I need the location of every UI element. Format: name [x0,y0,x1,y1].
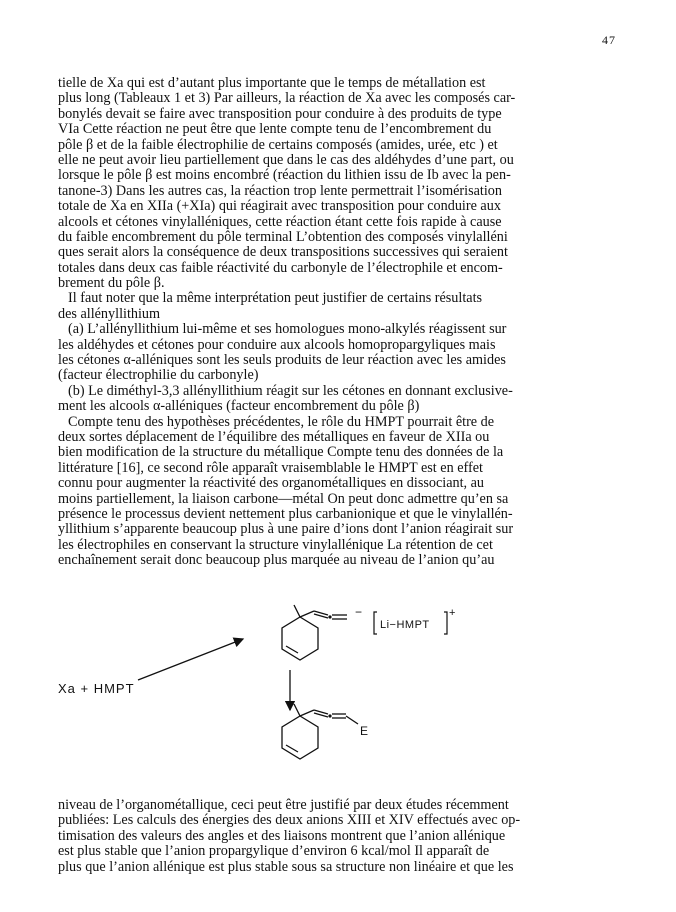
text-line: bonylés devait se faire avec transposition pour conduire à des produits de type [58,105,502,122]
text-line: Il faut noter que la même interprétation peut justifier de certains résultats [68,290,483,307]
counter-ion-label: Li−HMPT [380,619,430,631]
text-line: (b) Le diméthyl-3,3 allényllithium réagit sur les cétones en donnant exclusive- [68,382,513,399]
text-line: (facteur électrophilie du carbonyle) [58,367,259,384]
text-line: les électrophiles en conservant la structure vinylallénique La rétention de cet [58,536,493,553]
text-line: présence le processus devient nettement plus carbanionique et que le vinylallén- [58,505,513,522]
text-line: elle ne peut avoir lieu partiellement que dans le cas des aldéhydes d’une part, ou [58,151,514,168]
text-line: totale de Xa en XIIa (+XIa) qui réagirait avec transposition pour conduire aux [58,198,501,215]
text-line: moins partiellement, la liaison carbone—métal On peut donc admettre qu’en sa [58,490,509,507]
body-text-bottom [58,798,626,875]
text-line: VIa Cette réaction ne peut être que lente compte tenu de l’encombrement du [58,121,492,138]
product-structure [282,704,368,759]
text-line: plus long (Tableaux 1 et 3) Par ailleurs, la réaction de Xa avec les composés car- [58,90,516,107]
text-line: connu pour augmenter la réactivité des organométalliques en dissociant, au [58,475,485,492]
text-line: plus que l’anion allénique est plus stable sous sa structure non linéaire et que les [58,858,514,875]
reaction-scheme-svg [0,600,676,780]
text-line: lorsque le pôle β est moins encombré (réaction du lithien issu de Ib avec la pen- [58,167,511,184]
text-line: yllithium s’apparente beaucoup plus à une paire d’ions dont l’anion réagirait sur [58,521,514,538]
text-line: les cétones α-alléniques sont les seuls produits de leur réaction avec les amides [58,352,506,369]
anion-structure [282,605,362,660]
text-line: alcools et cétones vinylalléniques, cette réaction étant cette fois rapide à cause [58,213,502,230]
text-line: totales dans deux cas faible réactivité du carbonyle de l’électrophile et encom- [58,259,503,276]
text-line: bien modification de la structure du métallique Compte tenu des données de la [58,444,504,461]
text-line: est plus stable que l’anion propargylique d’environ 6 kcal/mol Il apparaît de [58,843,490,860]
text-line: littérature [16], ce second rôle apparaît vraisemblable le HMPT est en effet [58,459,483,476]
text-line: Compte tenu des hypothèses précédentes, le rôle du HMPT pourrait être de [68,413,495,430]
text-line: (a) L’allényllithium lui-même et ses homologues mono-alkylés réagissent sur [68,321,507,338]
text-line: publiées: Les calculs des énergies des deux anions XIII et XIV effectués avec op- [58,812,521,829]
text-line: timisation des valeurs des angles et des liaisons montrent que l’anion allénique [58,827,506,844]
arrow-to-anion [138,639,243,680]
counter-ion [374,607,455,634]
text-line: tanone-3) Dans les autres cas, la réaction trop lente permettrait l’isomérisation [58,182,502,199]
body-text-top [58,76,626,569]
text-line: des allényllithium [58,305,161,322]
text-line: les aldéhydes et cétones pour conduire aux alcools homopropargyliques mais [58,336,496,353]
page-number: 47 [602,33,616,47]
reactant-label: Xa + HMPT [58,681,135,696]
text-line: tielle de Xa qui est d’autant plus importante que le temps de métallation est [58,75,486,91]
anion-charge: − [355,605,363,619]
reaction-scheme [0,600,676,780]
product-substituent: E [360,724,369,738]
text-line: du faible encombrement du pôle terminal L’obtention des composés vinylalléni [58,228,508,245]
text-line: ques serait alors la conséquence de deux transpositions successives qui seraient [58,244,508,261]
text-line: deux sortes déplacement de l’équilibre des métalliques en faveur de XIIa ou [58,428,490,445]
counter-ion-charge: + [449,607,456,619]
text-line: enchaînement serait donc beaucoup plus marquée au niveau de l’anion qu’au [58,552,495,569]
text-line: pôle β et de la faible électrophilie de certains composés (amides, urée, etc ) et [58,136,498,153]
text-line: brement du pôle β. [58,275,165,292]
text-line: ment les alcools α-alléniques (facteur encombrement du pôle β) [58,398,420,415]
text-line: niveau de l’organométallique, ceci peut être justifié par deux études récemment [58,797,509,813]
